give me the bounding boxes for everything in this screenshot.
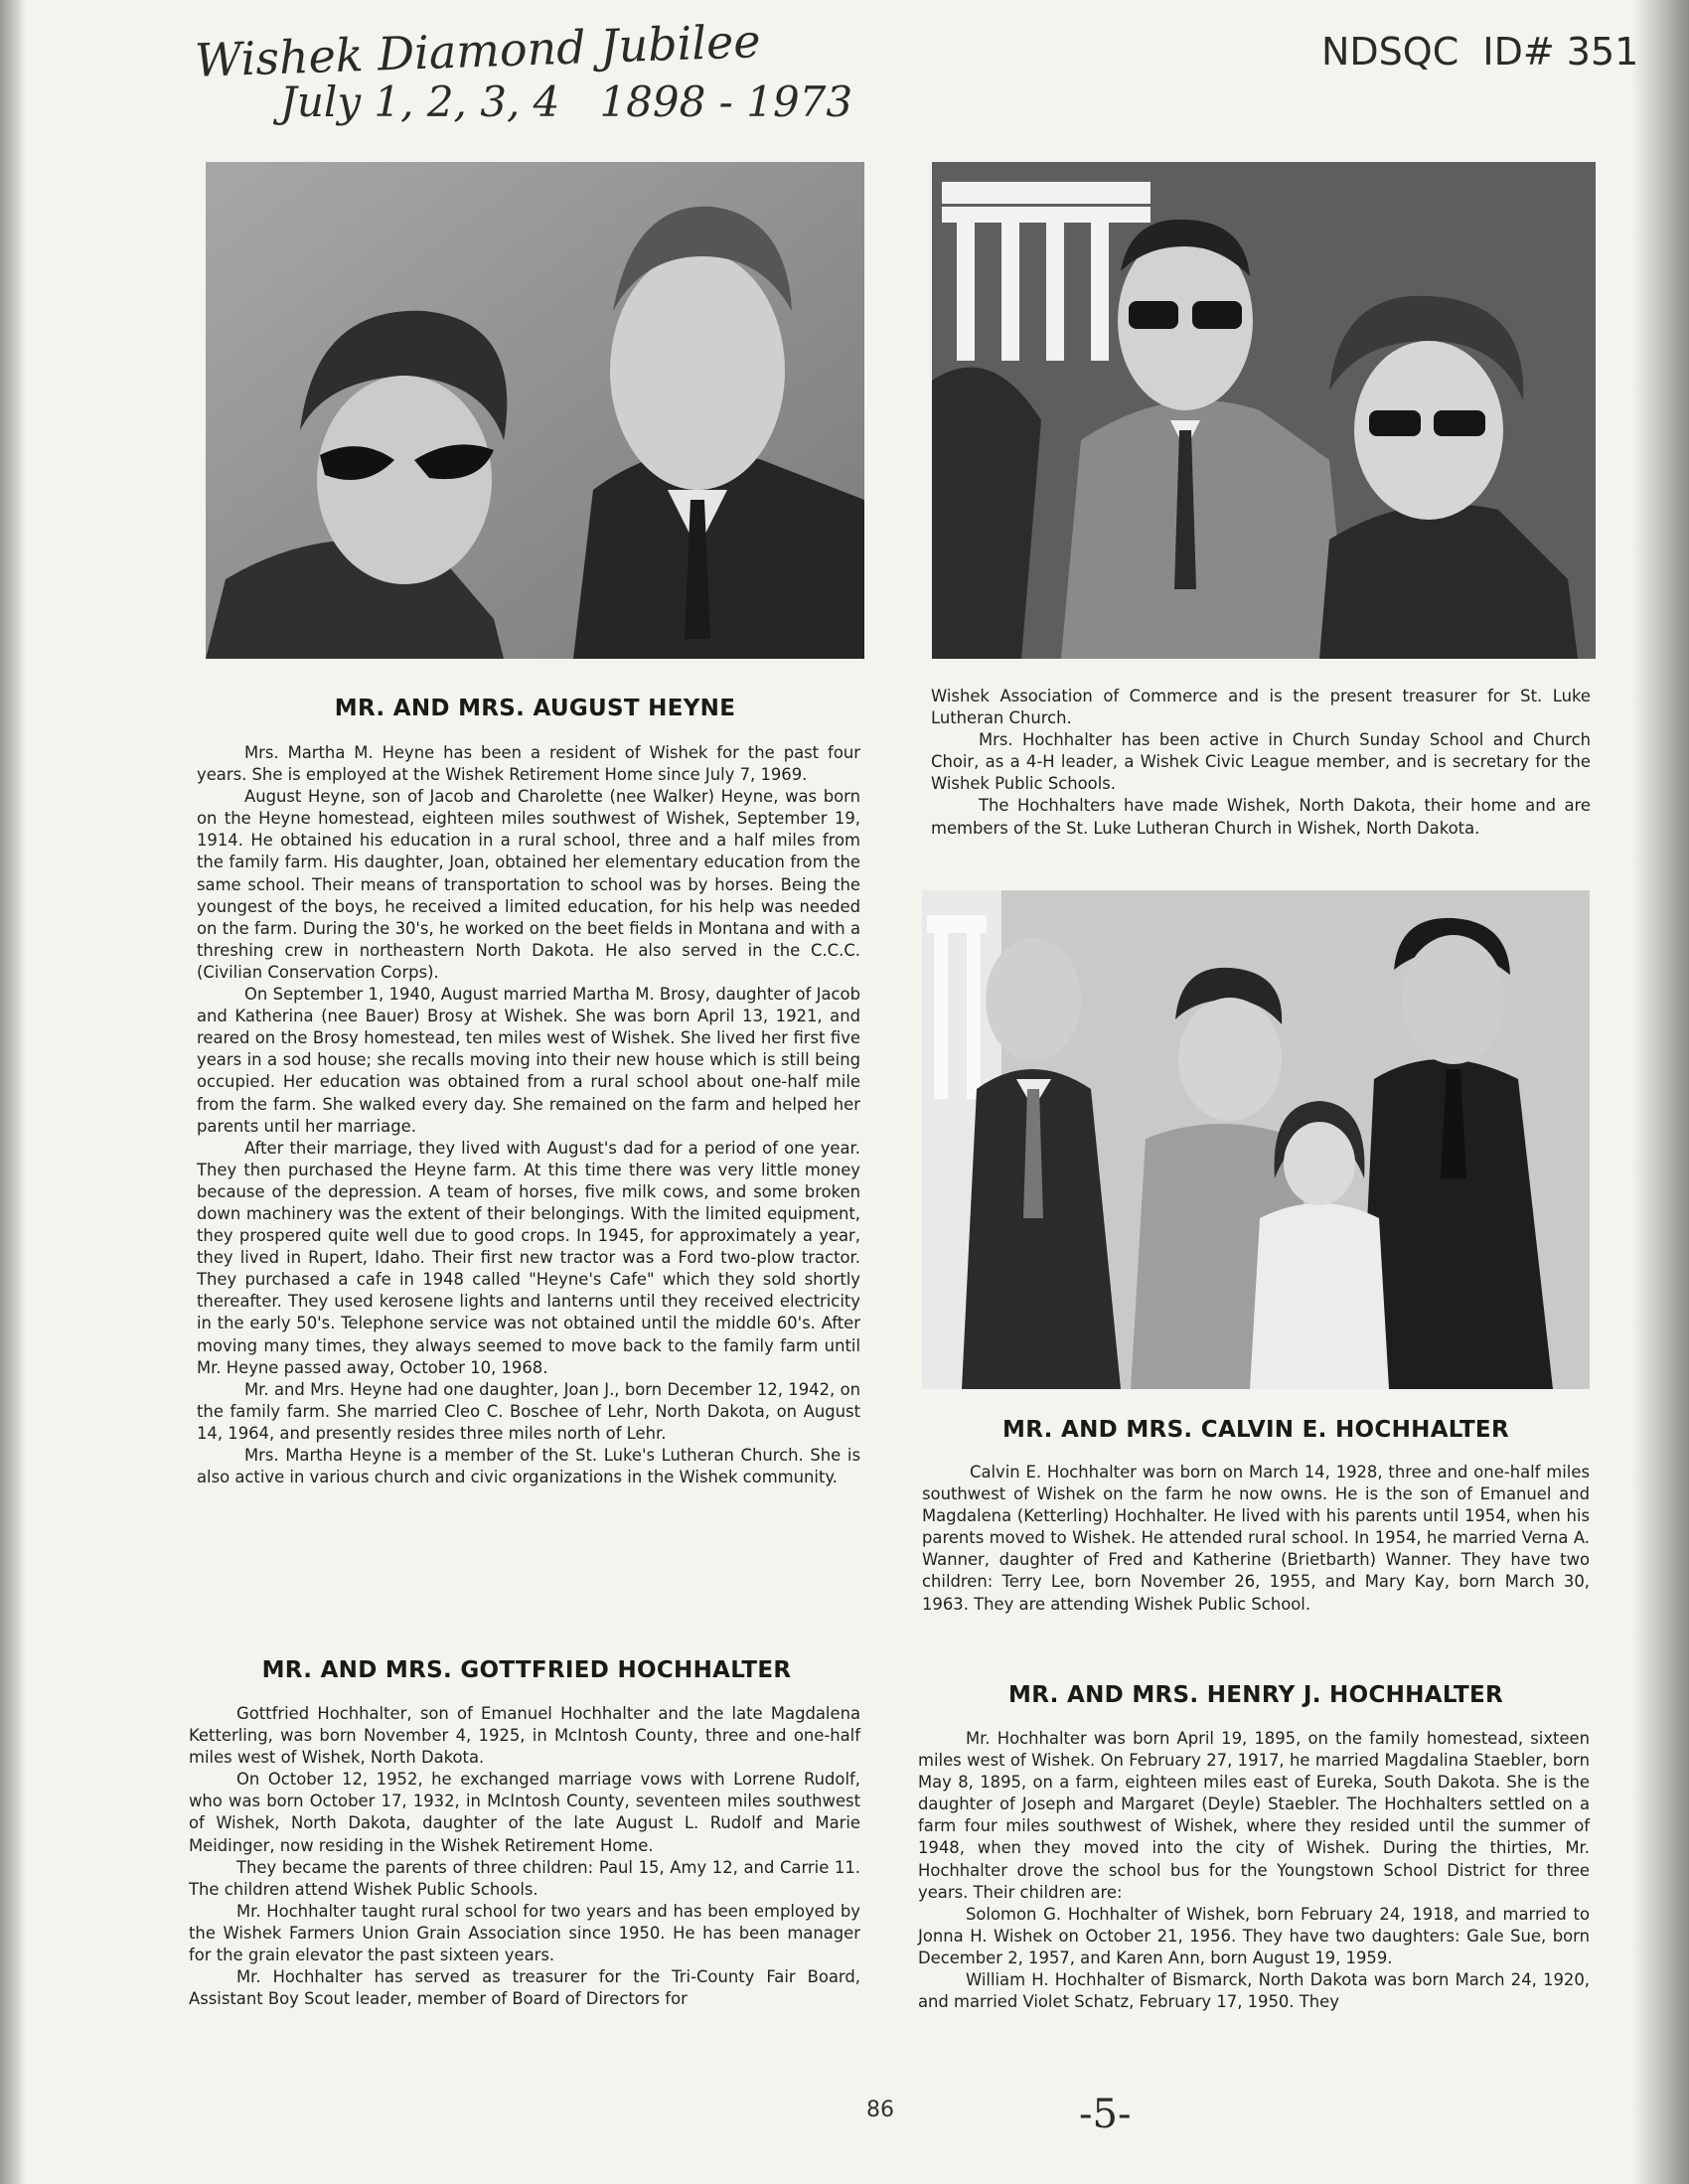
paragraph: Mr. Hochhalter was born April 19, 1895, on the family homestead, sixteen miles west of Wishek. On February 27, 1917, he married Magdalina Staebler, born May 8, 1895, on a farm, eighteen miles east of Eureka, South Dakota. She is the daughter of Joseph and Margaret (Deyle) Staebler. The Hochhalters settled on a farm four miles southwest of Wishek, where they resided until the summer of 1948, when they moved into the city of Wishek. During the thirties, Mr. Hochhalter drove the school bus for the Youngstown School District for three years. Their children are: [918,1729,1590,1902]
handwritten-dates: July 1, 2, 3, 4 1898 - 1973 [280,78,853,126]
paragraph: The Hochhalters have made Wishek, North Dakota, their home and are members of the St. Luke Lutheran Church in Wishek, North Dakota. [931,796,1591,838]
paragraph: Mrs. Hochhalter has been active in Church Sunday School and Church Choir, as a 4-H leader, a Wishek Civic League member, and is secretary for the Wishek Public Schools. [931,730,1591,794]
photo-gottfried-couple [932,162,1596,659]
paragraph: August Heyne, son of Jacob and Charolette (nee Walker) Heyne, was born on the Heyne homestead, eighteen miles southwest of Wishek, September 19, 1914. He obtained his education in a rural school, three and a half miles from the family farm. His daughter, Joan, obtained her elementary education from the same school. Their means of transportation to school was by horses. Being the youngest of the boys, he received a limited education, for his help was needed on the farm. During the 30's, he worked on the beet fields in Montana and with a threshing crew in northeastern North Dakota. He also served in the C.C.C. (Civilian Conservation Corps). [197,787,860,982]
paragraph: On September 1, 1940, August married Martha M. Brosy, daughter of Jacob and Katherina (nee Bauer) Brosy at Wishek. She was born April 13, 1921, and reared on the Brosy homestead, ten miles west of Wishek. She lived her first five years in a sod house; she recalls moving into their new house which is still being occupied. Her education was obtained from a rural school about one-half mile from the farm. She walked every day. She remained on the farm and helped her parents until her marriage. [197,985,860,1136]
paragraph: Calvin E. Hochhalter was born on March 14, 1928, three and one-half miles southwest of Wishek on the farm he now owns. He is the son of Emanuel and Magdalena (Ketterling) Hochhalter. He lived with his parents until 1954, when his parents moved to Wishek. He attended rural school. In 1954, he married Verna A. Wanner, daughter of Fred and Katherine (Brietbarth) Wanner. They have two children: Terry Lee, born November 26, 1955, and Mary Kay, born March 30, 1963. They are attending Wishek Public School. [922,1463,1590,1614]
article-calvin [922,1462,1590,1616]
paragraph: Gottfried Hochhalter, son of Emanuel Hochhalter and the late Magdalena Ketterling, was born November 4, 1925, in McIntosh County, three and one-half miles west of Wishek, North Dakota. [189,1704,860,1768]
article-gottfried [189,1703,860,2010]
photo-heyne-couple [206,162,864,659]
article-henry [918,1728,1590,2013]
paragraph: William H. Hochhalter of Bismarck, North Dakota was born March 24, 1920, and married Violet Schatz, February 17, 1950. They [918,1970,1590,2012]
paragraph: Mr. Hochhalter has served as treasurer for the Tri-County Fair Board, Assistant Boy Scout leader, member of Board of Directors for [189,1967,860,2009]
handwritten-page-marker: -5- [1079,2092,1132,2137]
photo-calvin-family [922,890,1590,1389]
scan-edge-right [1631,0,1689,2184]
scan-edge-left [0,0,26,2184]
paragraph: Wishek Association of Commerce and is the present treasurer for St. Luke Lutheran Church. [931,687,1591,728]
paragraph: They became the parents of three children: Paul 15, Amy 12, and Carrie 11. The children attend Wishek Public Schools. [189,1857,860,1899]
paragraph: After their marriage, they lived with August's dad for a period of one year. They then purchased the Heyne farm. At this time there was very little money because of the depression. A team of horses, five milk cows, and some broken down machinery was the extent of their belongings. With the limited equipment, they prospered quite well due to good crops. In 1945, for approximately a year, they lived in Rupert, Idaho. Their first new tractor was a Ford two-plow tractor. They purchased a cafe in 1948 called "Heyne's Cafe" which they sold shortly thereafter. They used kerosene lights and lanterns until they received electricity in the early 50's. Telephone service was not obtained until the middle 60's. After moving many times, they always seemed to move back to the family farm until Mr. Heyne passed away, October 10, 1968. [197,1138,860,1377]
article-heyne [197,742,860,1488]
heading-henry: MR. AND MRS. HENRY J. HOCHHALTER [1008,1682,1503,1708]
article-gottfried-continued [931,686,1591,840]
paragraph: Solomon G. Hochhalter of Wishek, born February 24, 1918, and married to Jonna H. Wishek on October 21, 1956. They have two daughters: Gale Sue, born December 2, 1957, and Karen Ann, born August 19, 1959. [918,1904,1590,1967]
paragraph: Mrs. Martha M. Heyne has been a resident of Wishek for the past four years. She is employed at the Wishek Retirement Home since July 7, 1969. [197,743,860,785]
heading-gottfried: MR. AND MRS. GOTTFRIED HOCHHALTER [261,1657,792,1683]
paragraph: Mr. Hochhalter taught rural school for two years and has been employed by the Wishek Farmers Union Grain Association since 1950. He has been manager for the grain elevator the past sixteen years. [189,1901,860,1965]
handwritten-archive-id: NDSQC ID# 351 [1321,30,1639,74]
page-number: 86 [866,2098,894,2122]
paragraph: Mr. and Mrs. Heyne had one daughter, Joan J., born December 12, 1942, on the family farm. She married Cleo C. Boschee of Lehr, North Dakota, on August 14, 1964, and presently resides three miles north of Lehr. [197,1379,860,1443]
paragraph: On October 12, 1952, he exchanged marriage vows with Lorrene Rudolf, who was born October 17, 1932, in McIntosh County, seventeen miles southwest of Wishek, North Dakota, daughter of the late August L. Rudolf and Marie Meidinger, now residing in the Wishek Retirement Home. [189,1770,860,1855]
heading-heyne: MR. AND MRS. AUGUST HEYNE [334,696,736,721]
paragraph: Mrs. Martha Heyne is a member of the St. Luke's Lutheran Church. She is also active in various church and civic organizations in the Wishek community. [197,1446,860,1487]
heading-calvin: MR. AND MRS. CALVIN E. HOCHHALTER [1002,1417,1509,1443]
handwritten-title: Wishek Diamond Jubilee [194,14,762,87]
